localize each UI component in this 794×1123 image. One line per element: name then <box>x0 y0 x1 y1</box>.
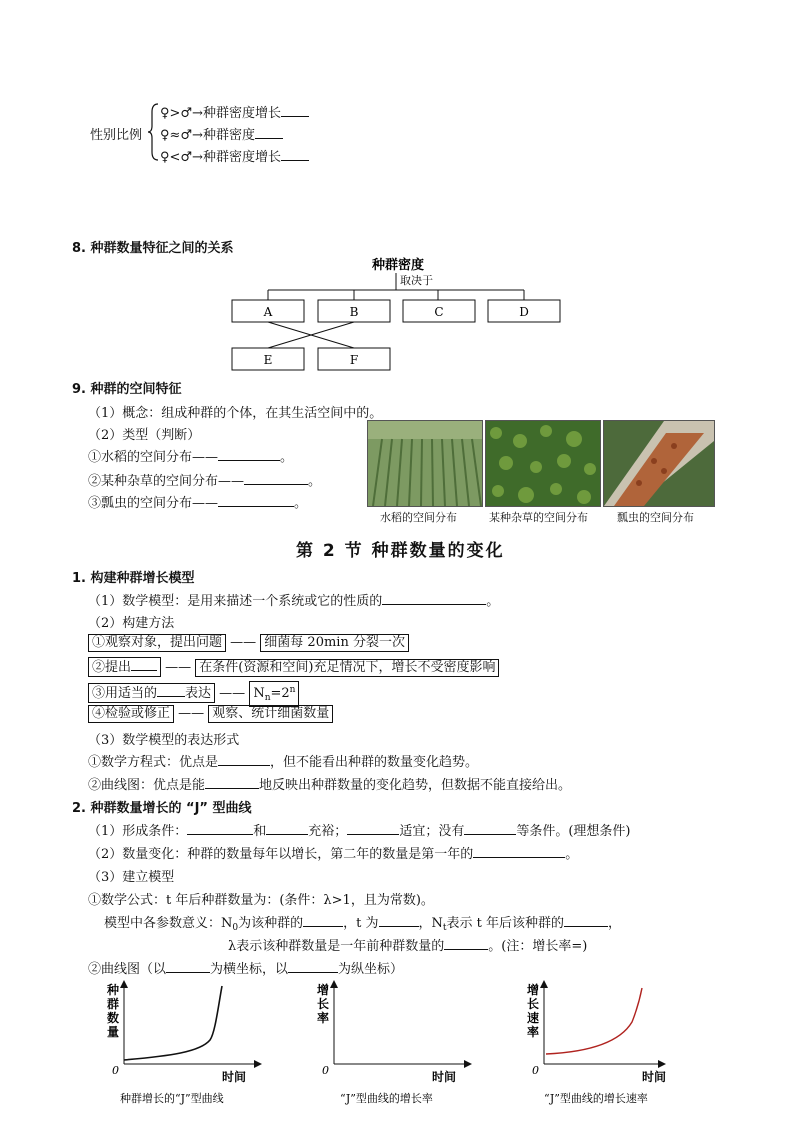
model-heading: （3）建立模型 <box>88 870 175 885</box>
expression-equation: ①数学方程式：优点是 ，但不能看出种群的数量变化趋势。 <box>88 755 479 770</box>
chart-3-ylabel-1: 增 <box>527 983 540 997</box>
quantity-change-line: （2）数量变化：种群的数量每年以增长，第二年的数量是第一年的 。 <box>88 847 579 862</box>
lambda-line: λ表示该种群数量是一年前种群数量的 。(注：增长率=) <box>228 939 588 954</box>
chart-2-ylabel-2: 长 <box>317 997 330 1011</box>
box-f: F <box>349 353 359 367</box>
chart-2-xlabel: 时间 <box>432 1070 457 1084</box>
chart-2-origin: 0 <box>322 1064 329 1077</box>
part-2-title: 2. 种群数量增长的 “J” 型曲线 <box>72 801 252 816</box>
chart-3-origin: 0 <box>532 1064 539 1077</box>
chart-2-caption: “J”型曲线的增长率 <box>340 1092 433 1105</box>
rice-photo <box>367 420 483 507</box>
growth-speed-chart <box>520 978 694 1108</box>
concept-line: （1）概念：组成种群的个体，在其生活空间中的。 <box>88 406 383 421</box>
chart-1-ylabel-1: 种 <box>107 983 120 997</box>
type-line: （2）类型（判断） <box>88 428 201 443</box>
ladybug-caption: 瓢虫的空间分布 <box>617 511 694 524</box>
brace-icon <box>146 102 160 162</box>
chart-3-ylabel-4: 率 <box>527 1025 540 1039</box>
method-step-3: ③用适当的 表达 —— $N_n=2^n$ <box>88 681 299 707</box>
method-step-1: ①观察对象，提出问题 —— 细菌每 20min 分裂一次 <box>88 634 409 652</box>
chart-1-ylabel-3: 数 <box>107 1011 120 1025</box>
chart-3-xlabel: 时间 <box>642 1070 667 1084</box>
condition-line: （1）形成条件： 和 充裕； 适宜；没有 等条件。(理想条件) <box>88 824 631 839</box>
diagram-depends-label: 取决于 <box>400 274 433 287</box>
sex-ratio-line-2: ♀≈♂→种群密度 <box>160 124 283 143</box>
chart-3-ylabel-2: 长 <box>527 997 540 1011</box>
expression-curve: ②曲线图：优点是能 地反映出种群数量的变化趋势，但数据不能直接给出。 <box>88 778 572 793</box>
ladybug-photo <box>603 420 715 507</box>
sex-ratio-label: 性别比例 <box>90 128 143 143</box>
chart-1-origin: 0 <box>112 1064 119 1077</box>
sex-ratio-line-1: ♀>♂→种群密度增长 <box>160 102 309 121</box>
curve-axes-line: ②曲线图（以 为横坐标，以 为纵坐标） <box>88 962 404 977</box>
box-a: A <box>263 305 273 319</box>
weed-caption: 某种杂草的空间分布 <box>489 511 588 524</box>
rice-caption: 水稻的空间分布 <box>380 511 457 524</box>
box-e: E <box>263 353 273 367</box>
chart-3-ylabel-3: 速 <box>527 1011 540 1025</box>
method-heading: （2）构建方法 <box>88 616 175 631</box>
box-c: C <box>434 305 444 319</box>
chart-1-xlabel: 时间 <box>222 1070 247 1084</box>
method-step-4: ④检验或修正 —— 观察、统计细菌数量 <box>88 705 333 723</box>
box-d: D <box>519 305 529 319</box>
relationship-diagram <box>228 254 564 374</box>
diagram-top-label: 种群密度 <box>371 258 425 273</box>
expression-heading: （3）数学模型的表达形式 <box>88 733 240 748</box>
type-item-1: ①水稻的空间分布—— 。 <box>88 450 294 465</box>
section-9-title: 9. 种群的空间特征 <box>72 382 182 397</box>
type-item-2: ②某种杂草的空间分布—— 。 <box>88 474 322 489</box>
chart-2-ylabel-1: 增 <box>317 983 330 997</box>
formula-line: ①数学公式：t 年后种群数量为：(条件：λ>1，且为常数)。 <box>88 893 434 908</box>
model-definition: （1）数学模型：是用来描述一个系统或它的性质的 。 <box>88 594 500 609</box>
method-step-2: ②提出 —— 在条件(资源和空间)充足情况下，增长不受密度影响 <box>88 657 499 677</box>
section-8-title: 8. 种群数量特征之间的关系 <box>72 241 234 256</box>
chart-1-caption: 种群增长的“J”型曲线 <box>120 1092 224 1105</box>
part-1-title: 1. 构建种群增长模型 <box>72 571 195 586</box>
j-curve-chart <box>100 978 270 1108</box>
box-b: B <box>349 305 359 319</box>
parameter-line: 模型中各参数意义：$N_0$为该种群的 ，t 为 ，$N_t$表示 t 年后该种群的 ， <box>104 916 622 933</box>
sex-ratio-line-3: ♀<♂→种群密度增长 <box>160 146 309 165</box>
section-title: 第 2 节 种群数量的变化 <box>296 541 505 561</box>
chart-1-ylabel-2: 群 <box>107 997 120 1011</box>
weed-photo <box>485 420 601 507</box>
type-item-3: ③瓢虫的空间分布—— 。 <box>88 496 308 511</box>
chart-3-caption: “J”型曲线的增长速率 <box>544 1092 648 1105</box>
chart-1-ylabel-4: 量 <box>107 1025 120 1039</box>
chart-2-ylabel-3: 率 <box>317 1011 330 1025</box>
growth-rate-chart <box>310 978 480 1108</box>
